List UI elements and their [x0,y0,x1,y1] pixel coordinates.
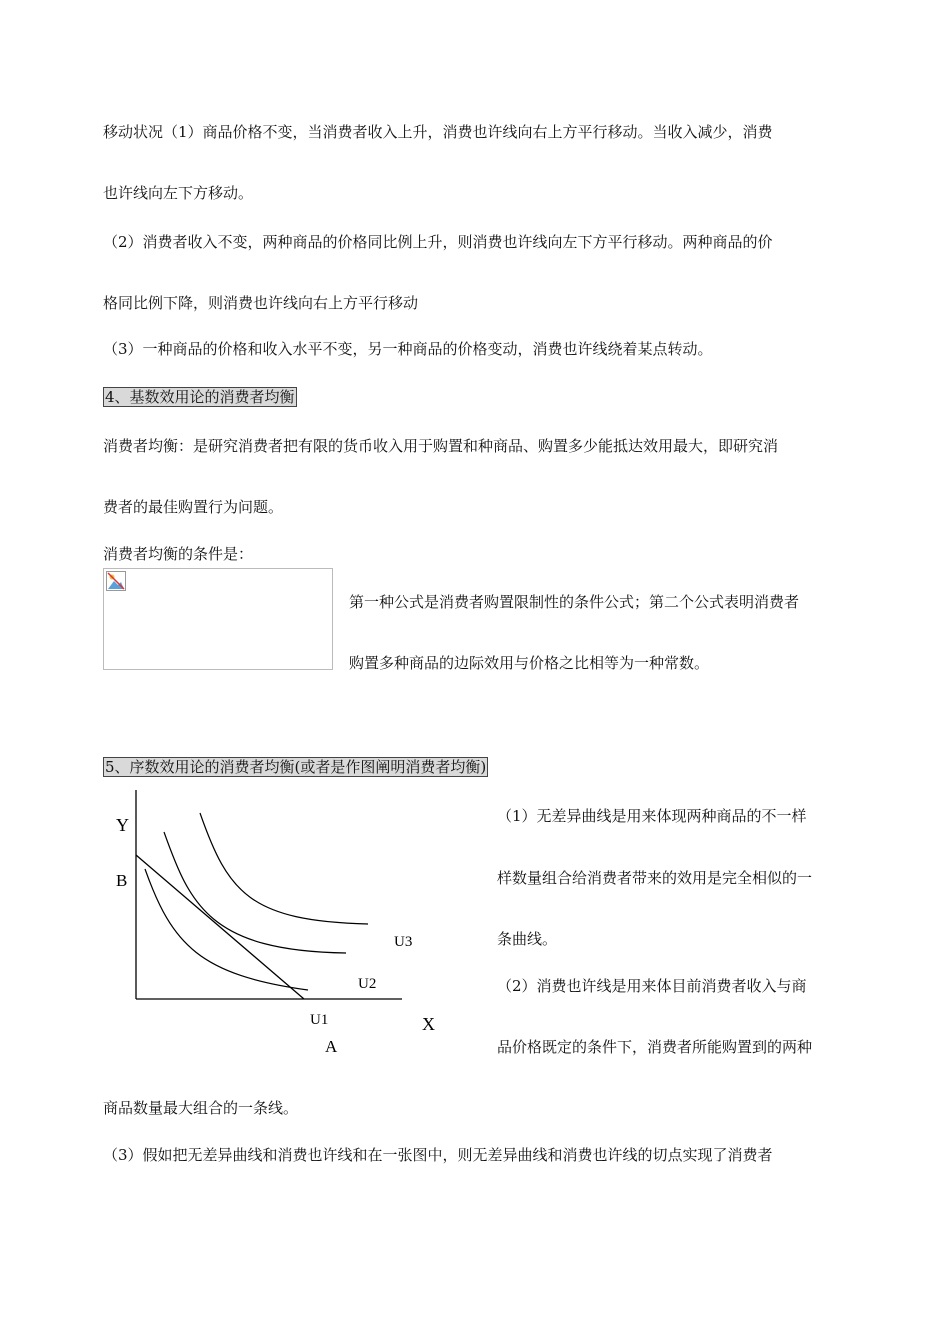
budget-line [136,855,304,999]
paragraph-consumer-equilibrium-cont: 费者的最佳购置行为问题。 [103,498,284,516]
indifference-curve-diagram [100,785,460,1065]
curve-u3-label: U3 [394,934,413,950]
formula-image-placeholder [103,568,333,670]
paragraph-budget-line-end: 商品数量最大组合的一条线。 [103,1099,299,1117]
curve-u1-label: U1 [310,1012,329,1028]
x-axis-label: X [422,1014,435,1034]
broken-image-icon [106,571,126,591]
section-heading-ordinal-utility: 5、序数效用论的消费者均衡(或者是作图阐明消费者均衡) [105,758,487,776]
y-axis-label: Y [116,815,129,835]
indifference-curve-u1 [145,869,308,990]
curve-u2-label: U2 [358,976,377,992]
paragraph-indifference-curve: （1）无差异曲线是用来体现两种商品的不一样 [497,807,807,825]
paragraph-budget-line-cont: 品价格既定的条件下，消费者所能购置到的两种 [497,1038,813,1056]
paragraph-price-shift-1-cont: 也许线向左下方移动。 [103,184,254,202]
point-a-label: A [325,1037,338,1056]
paragraph-equilibrium-condition: 消费者均衡的条件是： [103,545,254,563]
paragraph-indifference-curve-end: 条曲线。 [497,930,558,948]
paragraph-price-shift-1: 移动状况（1）商品价格不变，当消费者收入上升，消费也许线向右上方平行移动。当收入减少，消费 [103,123,773,141]
paragraph-formula-explanation-cont: 购置多种商品的边际效用与价格之比相等为一种常数。 [349,654,710,672]
paragraph-budget-line: （2）消费也许线是用来体目前消费者收入与商 [497,977,807,995]
indifference-curve-u2 [164,832,346,953]
paragraph-indifference-curve-cont: 样数量组合给消费者带来的效用是完全相似的一 [497,869,813,887]
paragraph-price-shift-3: （3）一种商品的价格和收入水平不变，另一种商品的价格变动，消费也许线绕着某点转动。 [103,340,713,358]
point-b-label: B [116,871,128,890]
paragraph-formula-explanation: 第一种公式是消费者购置限制性的条件公式；第二个公式表明消费者 [349,593,800,611]
paragraph-price-shift-2: （2）消费者收入不变，两种商品的价格同比例上升，则消费也许线向左下方平行移动。两种商品的价 [103,233,773,251]
section-heading-cardinal-utility: 4、基数效用论的消费者均衡 [105,388,295,406]
indifference-curve-u3 [200,813,368,924]
paragraph-price-shift-2-cont: 格同比例下降，则消费也许线向右上方平行移动 [103,294,419,312]
paragraph-tangency-point: （3）假如把无差异曲线和消费也许线和在一张图中，则无差异曲线和消费也许线的切点实现了消费者 [103,1146,773,1164]
paragraph-consumer-equilibrium: 消费者均衡：是研究消费者把有限的货币收入用于购置和种商品、购置多少能抵达效用最大，即研究消 [103,437,779,455]
